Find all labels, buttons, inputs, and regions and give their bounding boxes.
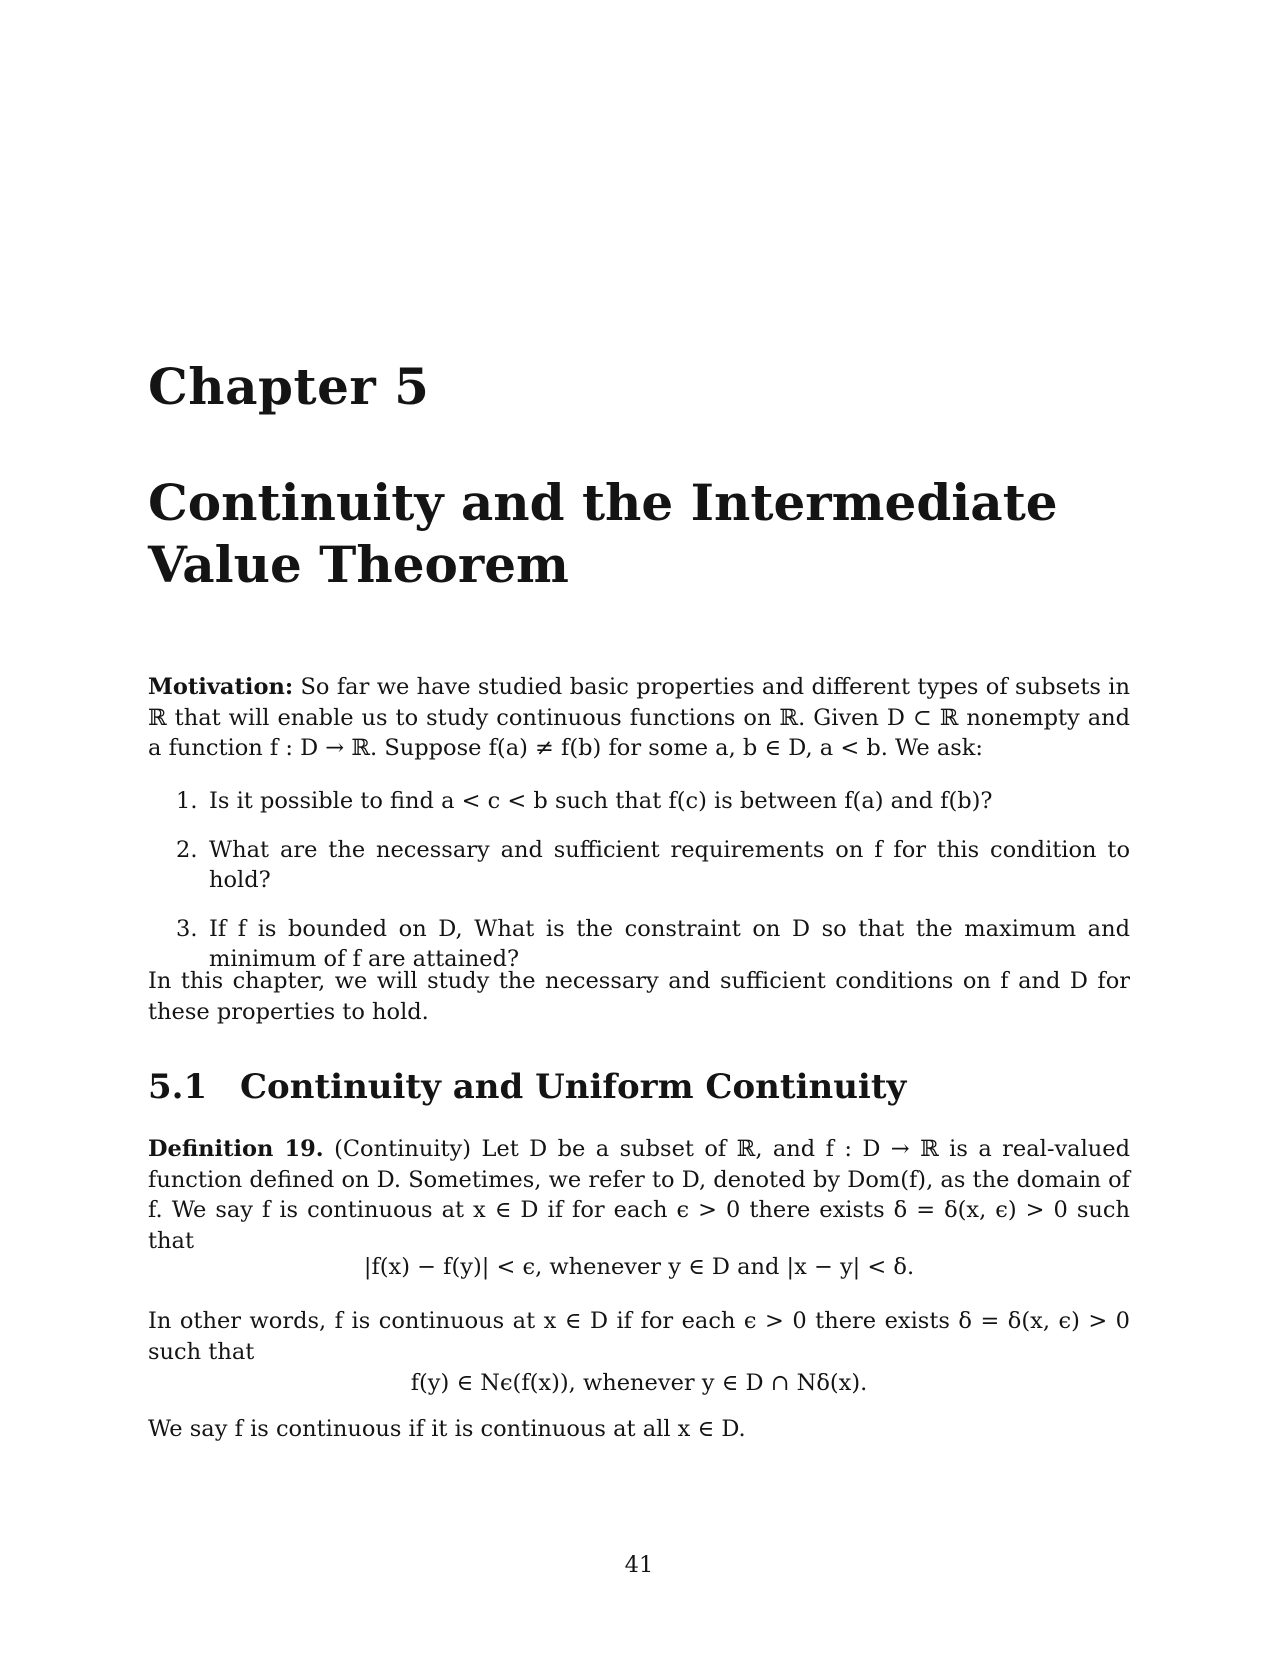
chapter-label: Chapter 5: [148, 357, 430, 416]
definition-paragraph: [148, 1134, 1130, 1256]
section-heading: [148, 1067, 1130, 1107]
final-sentence: We say f is continuous if it is continuous at all x ∈ D.: [148, 1416, 746, 1442]
definition-label: Definition 19.: [148, 1136, 324, 1162]
motivation-text: So far we have studied basic properties and different types of subsets in ℝ that will enable us to study continuous functions on ℝ. Given D ⊂ ℝ nonempty and a function f : D → ℝ. Suppose f(a) ≠ f(b) for some a, b ∈ D, a < b. We ask:: [148, 674, 1130, 761]
motivation-lead: Motivation:: [148, 674, 294, 700]
display-equation-1: |f(x) − f(y)| < ϵ, whenever y ∈ D and |x − y| < δ.: [363, 1254, 915, 1280]
list-item-number: 1.: [176, 788, 198, 814]
list-item-text: What are the necessary and sufficient requirements on f for this condition to hold?: [209, 836, 1130, 893]
question-list: [148, 786, 1130, 993]
list-item: [148, 786, 1130, 817]
list-item-number: 3.: [176, 915, 198, 942]
list-item-text: If f is bounded on D, What is the constraint on D so that the maximum and minimum of f are attained?: [209, 915, 1130, 972]
list-item-text: Is it possible to find a < c < b such that f(c) is between f(a) and f(b)?: [209, 788, 993, 814]
page-number: 41: [624, 1552, 654, 1578]
section-number: 5.1: [148, 1067, 208, 1107]
document-page: [148, 0, 1130, 1656]
chapter-title-line-1: Continuity and the Intermediate: [148, 473, 1058, 532]
list-item: [148, 835, 1130, 896]
chapter-title-line-2: Value Theorem: [148, 535, 569, 594]
definition-text: (Continuity) Let D be a subset of ℝ, and f : D → ℝ is a real-valued function defined on D. Sometimes, we refer to D, denoted by Dom(f), as the domain of f. We say f is continuous at x ∈ D if for each ϵ > 0 there exists δ = δ(x, ϵ) > 0 such that: [148, 1136, 1130, 1254]
closing-paragraph: In this chapter, we will study the necessary and sufficient conditions on f and D for these properties to hold.: [148, 968, 1130, 1025]
other-words-paragraph: In other words, f is continuous at x ∈ D if for each ϵ > 0 there exists δ = δ(x, ϵ) > 0 such that: [148, 1308, 1130, 1365]
display-equation-2: f(y) ∈ Nϵ(f(x)), whenever y ∈ D ∩ Nδ(x).: [410, 1370, 868, 1396]
section-title: Continuity and Uniform Continuity: [240, 1067, 907, 1107]
chapter-title: [148, 472, 1130, 596]
list-item-number: 2.: [176, 836, 198, 863]
motivation-paragraph: [148, 672, 1130, 764]
